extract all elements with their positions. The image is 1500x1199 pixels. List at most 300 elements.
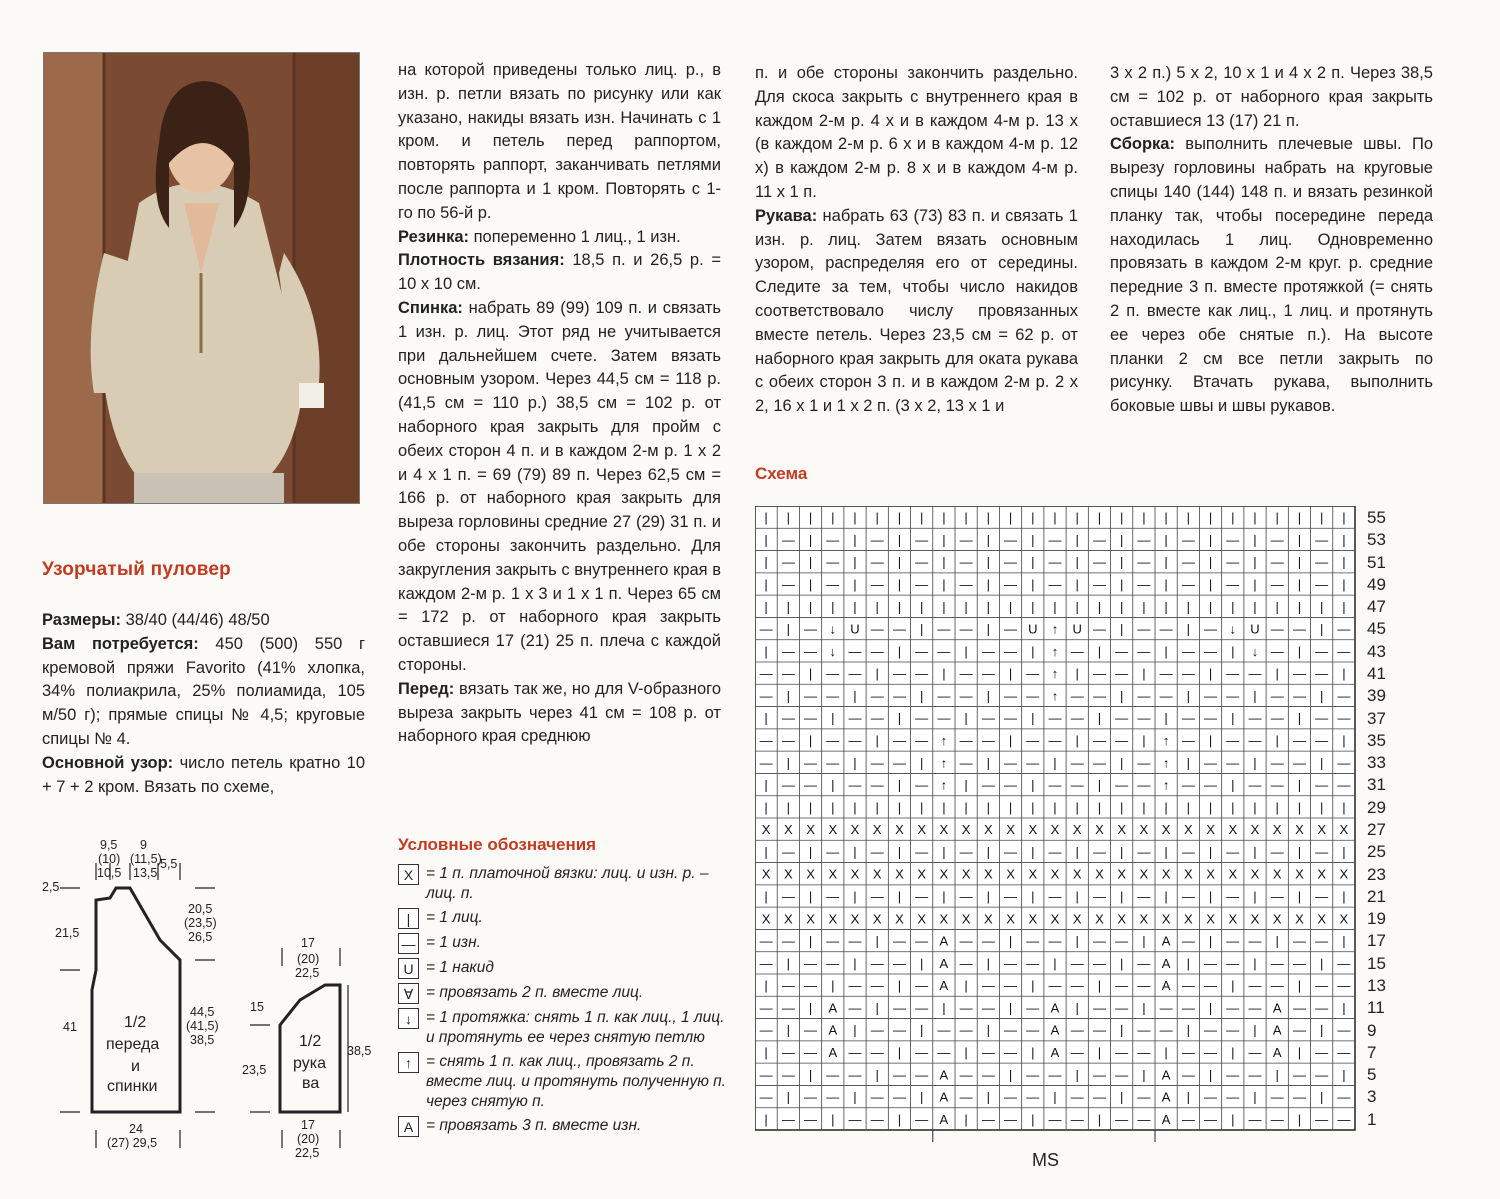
chart-cell-symbol: —	[1226, 1067, 1240, 1083]
chart-cell-symbol: |	[1119, 577, 1124, 592]
chart-cell-symbol: —	[1270, 532, 1284, 548]
chart-cell-symbol: —	[1004, 532, 1018, 548]
chart-cell-symbol: |	[1297, 532, 1302, 548]
chart-cell-symbol: |	[1275, 933, 1279, 949]
chart-cell-symbol: |	[897, 554, 902, 570]
chart-cell-symbol: —	[1004, 710, 1018, 726]
chart-cell-symbol: |	[831, 777, 835, 793]
chart-cell-symbol: —	[1204, 978, 1218, 994]
chart-cell-symbol: X	[872, 822, 882, 838]
chart-cell-symbol: —	[1337, 1022, 1351, 1038]
chart-cell-symbol: |	[1297, 1111, 1302, 1127]
chart-cell-symbol: —	[1004, 1022, 1018, 1038]
chart-cell-symbol: A	[1161, 978, 1171, 994]
chart-cell-symbol: |	[897, 643, 902, 659]
materials-text: 450 (500) 550 г кремовой пряжи Favorito (41% хлопка, 34% полиакрила, 25% полиамида, 105 м/50 г); прямые спицы № 4,5; круговые спицы № 4.	[42, 634, 365, 748]
chart-cell-symbol: —	[1115, 1000, 1129, 1016]
chart-cell-symbol: |	[1031, 844, 1035, 860]
chart-cell-symbol: —	[1004, 777, 1018, 793]
chart-cell-symbol: —	[1048, 933, 1062, 949]
chart-cell-symbol: X	[761, 822, 771, 838]
chart-cell-symbol: X	[1028, 822, 1038, 838]
chart-cell-symbol: —	[826, 955, 840, 971]
chart-cell-symbol: —	[1181, 577, 1195, 592]
chart-row-number: 47	[1367, 597, 1386, 617]
body-label-3: и	[131, 1058, 140, 1075]
chart-cell-symbol: —	[981, 1067, 995, 1083]
chart-row-number: 41	[1367, 664, 1386, 683]
chart-cell-symbol: —	[959, 554, 973, 570]
chart-cell-symbol: |	[853, 599, 857, 615]
chart-cell-symbol: —	[848, 777, 862, 793]
chart-cell-symbol: |	[1208, 666, 1213, 682]
chart-cell-symbol: —	[1337, 1089, 1351, 1105]
chart-cell-symbol: —	[959, 844, 973, 860]
chart-cell-symbol: |	[1253, 955, 1257, 971]
chart-cell-symbol: |	[1053, 755, 1057, 771]
chart-cell-symbol: —	[1137, 710, 1151, 726]
chart-cell-symbol: |	[1319, 688, 1324, 704]
chart-cell-symbol: —	[1137, 1045, 1151, 1060]
chart-cell-symbol: —	[781, 889, 795, 904]
chart-cell-symbol: —	[804, 688, 818, 704]
chart-cell-symbol: X	[1339, 822, 1349, 838]
chart-cell-symbol: |	[1231, 799, 1235, 815]
chart-cell-symbol: |	[875, 666, 879, 682]
chart-cell-symbol: |	[919, 755, 924, 771]
chart-cell-symbol: —	[915, 933, 929, 949]
chart-cell-symbol: X	[1117, 822, 1127, 838]
chart-cell-symbol: —	[1092, 733, 1106, 748]
legend-item	[398, 1008, 728, 1048]
chart-cell-symbol: |	[1119, 554, 1124, 570]
chart-cell-symbol: |	[1119, 688, 1124, 704]
chart-cell-symbol: |	[1119, 755, 1124, 771]
chart-cell-symbol: X	[1095, 911, 1104, 927]
chart-cell-symbol: —	[915, 777, 929, 793]
chart-cell-symbol: —	[1270, 621, 1284, 637]
chart-cell-symbol: X	[1161, 822, 1171, 838]
knitting-chart	[755, 506, 1405, 1146]
chart-cell-symbol: —	[848, 978, 862, 994]
chart-cell-symbol: |	[764, 710, 768, 726]
chart-cell-symbol: —	[981, 1045, 995, 1060]
density-paragraph	[398, 249, 721, 297]
chart-cell-symbol: |	[1075, 889, 1079, 904]
chart-cell-symbol: —	[781, 1111, 795, 1127]
front-paragraph	[398, 678, 721, 749]
chart-cell-symbol: X	[1139, 866, 1149, 882]
chart-cell-symbol: —	[781, 777, 795, 793]
chart-cell-symbol: |	[1164, 710, 1168, 726]
chart-cell-symbol: |	[1031, 554, 1035, 570]
legend-item	[398, 983, 728, 1004]
chart-cell-symbol: X	[1161, 911, 1171, 927]
chart-cell-symbol: —	[804, 643, 818, 659]
sleeve-dim-left2: 23,5	[242, 1063, 267, 1077]
chart-cell-symbol: ↑	[1162, 733, 1170, 748]
chart-cell-symbol: |	[942, 599, 946, 615]
chart-cell-symbol: —	[915, 1067, 929, 1083]
chart-cell-symbol: |	[1031, 777, 1035, 793]
body-label-1: 1/2	[124, 1014, 147, 1031]
sleeve-label-2: рука	[293, 1055, 326, 1072]
chart-row-number: 3	[1367, 1087, 1377, 1107]
chart-cell-symbol: —	[1048, 577, 1062, 592]
chart-cell-symbol: —	[759, 1067, 773, 1083]
chart-cell-symbol: |	[808, 554, 813, 570]
chart-cell-symbol: X	[1050, 866, 1060, 882]
chart-cell-symbol: |	[853, 799, 857, 815]
chart-cell-symbol: |	[1319, 599, 1324, 615]
legend-symbol-icon: X	[398, 864, 419, 885]
chart-cell-symbol: |	[1253, 1022, 1257, 1038]
chart-cell-symbol: |	[919, 1089, 924, 1105]
chart-cell-symbol: X	[983, 822, 993, 838]
chart-cell-symbol: |	[1031, 1111, 1035, 1127]
chart-cell-symbol: |	[1075, 733, 1079, 748]
legend-item	[398, 933, 728, 954]
chart-cell-symbol: X	[1095, 822, 1104, 838]
chart-cell-symbol: —	[1204, 755, 1218, 771]
chart-cell-symbol: |	[786, 688, 791, 704]
legend-item	[398, 864, 728, 904]
chart-cell-symbol: |	[764, 577, 768, 592]
chart-cell-symbol: —	[1315, 978, 1329, 994]
chart-cell-symbol: —	[1226, 1000, 1240, 1016]
chart-cell-symbol: X	[806, 822, 815, 838]
chart-cell-symbol: —	[759, 755, 773, 771]
chart-cell-symbol: —	[759, 933, 773, 949]
chart-cell-symbol: —	[1292, 621, 1306, 637]
chart-cell-symbol: —	[870, 777, 884, 793]
chart-cell-symbol: —	[1248, 1111, 1262, 1127]
chart-cell-symbol: |	[1008, 799, 1013, 815]
chart-cell-symbol: |	[853, 1089, 857, 1105]
chart-cell-symbol: |	[764, 643, 768, 659]
chart-cell-symbol: —	[1092, 621, 1106, 637]
rib-text: попеременно 1 лиц., 1 изн.	[469, 227, 681, 246]
dim-top2: 9	[140, 838, 147, 852]
chart-cell-symbol: |	[1142, 1067, 1146, 1083]
chart-cell-symbol: |	[1119, 889, 1124, 904]
chart-cell-symbol: —	[1292, 1067, 1306, 1083]
chart-cell-symbol: —	[804, 710, 818, 726]
chart-cell-symbol: |	[786, 1089, 791, 1105]
chart-cell-symbol: —	[1226, 844, 1240, 860]
col-2	[398, 59, 721, 749]
chart-cell-symbol: |	[964, 643, 968, 659]
chart-cell-symbol: |	[964, 510, 968, 526]
chart-cell-symbol: |	[1053, 955, 1057, 971]
chart-cell-symbol: —	[1115, 643, 1129, 659]
chart-cell-symbol: —	[959, 621, 973, 637]
legend-symbol-icon: |	[398, 908, 419, 929]
chart-cell-symbol: —	[759, 733, 773, 748]
legend	[398, 864, 728, 1141]
chart-cell-symbol: X	[961, 822, 971, 838]
chart-cell-symbol: |	[808, 666, 813, 682]
chart-cell-symbol: —	[1181, 1067, 1195, 1083]
chart-cell-symbol: |	[764, 554, 768, 570]
chart-cell-symbol: |	[1208, 554, 1213, 570]
chart-cell-symbol: |	[1231, 978, 1235, 994]
chart-cell-symbol: —	[1092, 554, 1106, 570]
chart-cell-symbol: —	[1137, 1111, 1151, 1127]
chart-cell-symbol: |	[964, 710, 968, 726]
chart-cell-symbol: |	[875, 733, 879, 748]
chart-cell-symbol: —	[1115, 777, 1129, 793]
dim-top2c: 13,5	[133, 866, 158, 880]
chart-cell-symbol: —	[1004, 1045, 1018, 1060]
chart-cell-symbol: —	[892, 1067, 906, 1083]
dim-top1b: (10)	[98, 852, 121, 866]
chart-cell-symbol: —	[959, 755, 973, 771]
dim-right1b: (23,5)	[184, 916, 217, 930]
chart-cell-symbol: |	[942, 532, 946, 548]
chart-cell-symbol: |	[1186, 755, 1191, 771]
chart-cell-symbol: ↓	[829, 621, 837, 637]
chart-cell-symbol: —	[1270, 577, 1284, 592]
chart-cell-symbol: |	[942, 889, 946, 904]
chart-cell-symbol: —	[804, 1111, 818, 1127]
chart-cell-symbol: A	[1161, 1089, 1171, 1105]
chart-cell-symbol: |	[1319, 621, 1324, 637]
chart-cell-symbol: |	[1031, 889, 1035, 904]
chart-cell-symbol: |	[919, 955, 924, 971]
chart-cell-symbol: —	[804, 755, 818, 771]
chart-cell-symbol: X	[1250, 822, 1260, 838]
chart-cell-symbol: —	[1226, 1022, 1240, 1038]
chart-cell-symbol: —	[1337, 1111, 1351, 1127]
chart-cell-symbol: U	[850, 621, 860, 637]
legend-symbol-icon: ↓	[398, 1008, 419, 1029]
chart-cell-symbol: —	[870, 643, 884, 659]
chart-cell-symbol: —	[781, 532, 795, 548]
sleeve-dim-bottom3: 22,5	[295, 1146, 320, 1160]
chart-cell-symbol: |	[1142, 1000, 1146, 1016]
chart-cell-symbol: —	[981, 1000, 995, 1016]
chart-cell-symbol: —	[1181, 710, 1195, 726]
chart-cell-symbol: —	[892, 955, 906, 971]
chart-cell-symbol: —	[848, 710, 862, 726]
chart-cell-symbol: —	[1248, 978, 1262, 994]
chart-cell-symbol: —	[781, 844, 795, 860]
chart-cell-symbol: —	[781, 554, 795, 570]
chart-cell-symbol: X	[1095, 866, 1104, 882]
density-text: 18,5 п. и 26,5 р. = 10 х 10 см.	[398, 251, 721, 294]
chart-cell-symbol: —	[1092, 889, 1106, 904]
chart-cell-symbol: —	[1048, 889, 1062, 904]
chart-cell-symbol: —	[781, 733, 795, 748]
chart-cell-symbol: A	[828, 1045, 838, 1060]
chart-cell-symbol: —	[1181, 643, 1195, 659]
chart-cell-symbol: |	[1231, 710, 1235, 726]
chart-cell-symbol: —	[826, 688, 840, 704]
chart-cell-symbol: |	[986, 1089, 991, 1105]
dim-right1: 20,5	[188, 902, 213, 916]
chart-cell-symbol: |	[1164, 554, 1168, 570]
chart-cell-symbol: —	[826, 577, 840, 592]
chart-cell-symbol: —	[1115, 666, 1129, 682]
legend-symbol-icon: ↑	[398, 1052, 419, 1073]
chart-cell-symbol: —	[1248, 933, 1262, 949]
chart-cell-symbol: |	[1342, 1000, 1346, 1016]
chart-cell-symbol: |	[1075, 844, 1079, 860]
chart-cell-symbol: ↑	[1051, 621, 1059, 637]
chart-cell-symbol: |	[1297, 799, 1302, 815]
chart-cell-symbol: |	[919, 599, 924, 615]
chart-cell-symbol: —	[1137, 755, 1151, 771]
chart-cell-symbol: |	[1008, 599, 1013, 615]
chart-cell-symbol: —	[804, 1045, 818, 1060]
chart-cell-symbol: |	[1075, 577, 1079, 592]
chart-cell-symbol: —	[1070, 777, 1084, 793]
chart-cell-symbol: |	[1031, 1045, 1035, 1060]
chart-cell-symbol: —	[826, 1067, 840, 1083]
chart-cell-symbol: |	[1231, 643, 1235, 659]
rib-label: Резинка:	[398, 227, 470, 246]
chart-cell-symbol: —	[959, 733, 973, 748]
chart-cell-symbol: |	[1164, 643, 1168, 659]
chart-cell-symbol: |	[875, 799, 879, 815]
front-cont-paragraph: п. и обе стороны закончить раздельно. Для скоса закрыть с внутреннего края в каждом 2-м р. 4 х и в каждом 4-м р. 13 х (в каждом 2-м р. 6 х и в каждом 4-м р. 12 х) в каждом 2-м р. 8 х и в каждом 4-м р. 11 х 1 п.	[755, 64, 1078, 201]
chart-cell-symbol: X	[1006, 911, 1015, 927]
chart-cell-symbol: |	[1208, 844, 1213, 860]
chart-cell-symbol: |	[1297, 1045, 1302, 1060]
chart-cell-symbol: X	[939, 866, 949, 882]
chart-cell-symbol: |	[853, 554, 857, 570]
chart-cell-symbol: —	[1204, 1022, 1218, 1038]
chart-cell-symbol: —	[915, 532, 929, 548]
chart-cell-symbol: X	[828, 911, 838, 927]
chart-cell-symbol: |	[1164, 799, 1168, 815]
chart-cell-symbol: —	[1292, 955, 1306, 971]
chart-cell-symbol: X	[895, 866, 904, 882]
chart-row-number: 13	[1367, 976, 1386, 995]
chart-cell-symbol: —	[981, 1111, 995, 1127]
chart-cell-symbol: |	[1231, 510, 1235, 526]
legend-symbol-icon: A	[398, 1116, 419, 1137]
chart-cell-symbol: |	[831, 1111, 835, 1127]
back-paragraph	[398, 297, 721, 678]
chart-cell-symbol: —	[1092, 1067, 1106, 1083]
chart-cell-symbol: —	[1092, 844, 1106, 860]
chart-cell-symbol: —	[1248, 1067, 1262, 1083]
chart-cell-symbol: |	[1342, 933, 1346, 949]
chart-cell-symbol: —	[1004, 688, 1018, 704]
chart-cell-symbol: —	[1137, 532, 1151, 548]
chart-cell-symbol: —	[759, 1022, 773, 1038]
chart-cell-symbol: —	[959, 1089, 973, 1105]
chart-cell-symbol: —	[1092, 577, 1106, 592]
chart-cell-symbol: X	[1295, 911, 1304, 927]
chart-cell-symbol: —	[1181, 666, 1195, 682]
chart-cell-symbol: —	[1137, 844, 1151, 860]
chart-cell-symbol: —	[915, 844, 929, 860]
chart-cell-symbol: —	[781, 1045, 795, 1060]
chart-cell-symbol: |	[1008, 933, 1013, 949]
assembly-text: выполнить плечевые швы. По вырезу горловины набрать на круговые спицы 140 (144) 148 п. и вязать резинкой планку так, чтобы посередине переда находилась 1 лиц. Одновременно провязать в каждом 2-м круг. р. средние передние 3 п. вместе протяжкой (= снять 2 п. вместе как лиц., 1 лиц. и протянуть ее через обе снятые п.). На высоте планки 2 см все петли закрыть по рисунку. Втачать рукава, выполнить боковые швы и швы рукавов.	[1110, 135, 1433, 416]
chart-cell-symbol: —	[804, 978, 818, 994]
chart-cell-symbol: ↑	[1162, 755, 1170, 771]
chart-cell-symbol: |	[1253, 889, 1257, 904]
chart-cell-symbol: |	[1164, 1045, 1168, 1060]
chart-cell-symbol: |	[786, 1022, 791, 1038]
chart-cell-symbol: —	[848, 643, 862, 659]
chart-cell-symbol: —	[1004, 1111, 1018, 1127]
chart-cell-symbol: X	[939, 822, 949, 838]
chart-cell-symbol: —	[1204, 1089, 1218, 1105]
materials-paragraph	[42, 633, 365, 752]
chart-cell-symbol: —	[1115, 710, 1129, 726]
sizes-label: Размеры:	[42, 611, 122, 629]
chart-cell-symbol: |	[1119, 621, 1124, 637]
chart-cell-symbol: |	[1097, 643, 1102, 659]
chart-cell-symbol: |	[1297, 889, 1302, 904]
chart-cell-symbol: |	[897, 1045, 902, 1060]
chart-cell-symbol: —	[1070, 955, 1084, 971]
chart-cell-symbol: X	[1272, 822, 1282, 838]
chart-cell-symbol: —	[1181, 777, 1195, 793]
chart-cell-symbol: |	[1142, 733, 1146, 748]
chart-cell-symbol: |	[1231, 1111, 1235, 1127]
col-4	[1110, 62, 1433, 419]
dim-left2: 21,5	[55, 926, 80, 940]
chart-cell-symbol: X	[1317, 911, 1327, 927]
chart-cell-symbol: |	[1164, 532, 1168, 548]
chart-cell-symbol: |	[1008, 1000, 1013, 1016]
chart-cell-symbol: |	[1253, 688, 1257, 704]
chart-cell-symbol: |	[764, 599, 768, 615]
dim-left1: 2,5	[42, 880, 60, 894]
chart-cell-symbol: —	[1315, 844, 1329, 860]
chart-cell-symbol: |	[831, 799, 835, 815]
chart-cell-symbol: —	[1204, 777, 1218, 793]
chart-cell-symbol: —	[937, 1045, 951, 1060]
chart-row-number: 19	[1367, 909, 1386, 929]
chart-cell-symbol: X	[1206, 866, 1215, 882]
sleeves-text: набрать 63 (73) 83 п. и связать 1 изн. р. лиц. Затем вязать основным узором, распределяя его от середины. Следите за тем, чтобы число накидов соответствовало числу провязанных вместе петель. Через 23,5 см = 62 р. от наборного края закрыть для оката рукава с обеих сторон 3 п. и в каждом 2-м р. 2 х 2, 16 х 1 и 1 х 2 п. (3 х 2, 13 х 1 и	[755, 206, 1078, 416]
chart-cell-symbol: —	[1337, 978, 1351, 994]
chart-cell-symbol: |	[919, 621, 924, 637]
chart-cell-symbol: —	[915, 710, 929, 726]
dim-top3: 5,5	[160, 857, 178, 871]
chart-cell-symbol: ↓	[1251, 643, 1259, 659]
chart-cell-symbol: —	[804, 1022, 818, 1038]
chart-cell-symbol: |	[764, 844, 768, 860]
legend-text: = провязать 2 п. вместе лиц.	[426, 984, 644, 1001]
chart-cell-symbol: |	[986, 688, 991, 704]
chart-cell-symbol: —	[870, 710, 884, 726]
chart-cell-symbol: —	[1226, 733, 1240, 748]
chart-cell-symbol: |	[986, 599, 991, 615]
chart-cell-symbol: —	[1292, 688, 1306, 704]
chart-cell-symbol: |	[1186, 621, 1191, 637]
chart-cell-symbol: |	[942, 554, 946, 570]
chart-cell-symbol: —	[1159, 1022, 1173, 1038]
chart-cell-symbol: |	[1319, 1022, 1324, 1038]
chart-cell-symbol: |	[1208, 577, 1213, 592]
chart-cell-symbol: —	[1070, 1089, 1084, 1105]
back-text: набрать 89 (99) 109 п. и связать 1 изн. р. лиц. Этот ряд не учитывается при дальнейшем счете. Затем вязать основным узором. Через 44,5 см = 118 р. (41,5 см = 110 р.) 38,5 см = 102 р. от наборного края закрыть для пройм с обеих сторон 4 п. и в каждом 2-м р. 1 х 2 и 4 х 1 п. = 69 (79) 89 п. Через 62,5 см = 166 р. от наборного края закрыть для выреза горловины средние 27 (29) 31 п. и обе стороны закончить раздельно. Для закругления закрыть с внутреннего края в каждом 2-м р. 1 х 3 и 1 х 1 п. Через 65 см = 172 р. от наборного края закрыть оставшиеся 17 (21) 25 п. плеча с каждой стороны.	[398, 298, 721, 674]
chart-cell-symbol: —	[781, 1067, 795, 1083]
chart-cell-symbol: X	[1206, 911, 1215, 927]
chart-row-number: 35	[1367, 730, 1386, 750]
chart-cell-symbol: |	[808, 733, 813, 748]
chart-cell-symbol: —	[826, 666, 840, 682]
legend-text: = 1 лиц.	[426, 909, 483, 926]
